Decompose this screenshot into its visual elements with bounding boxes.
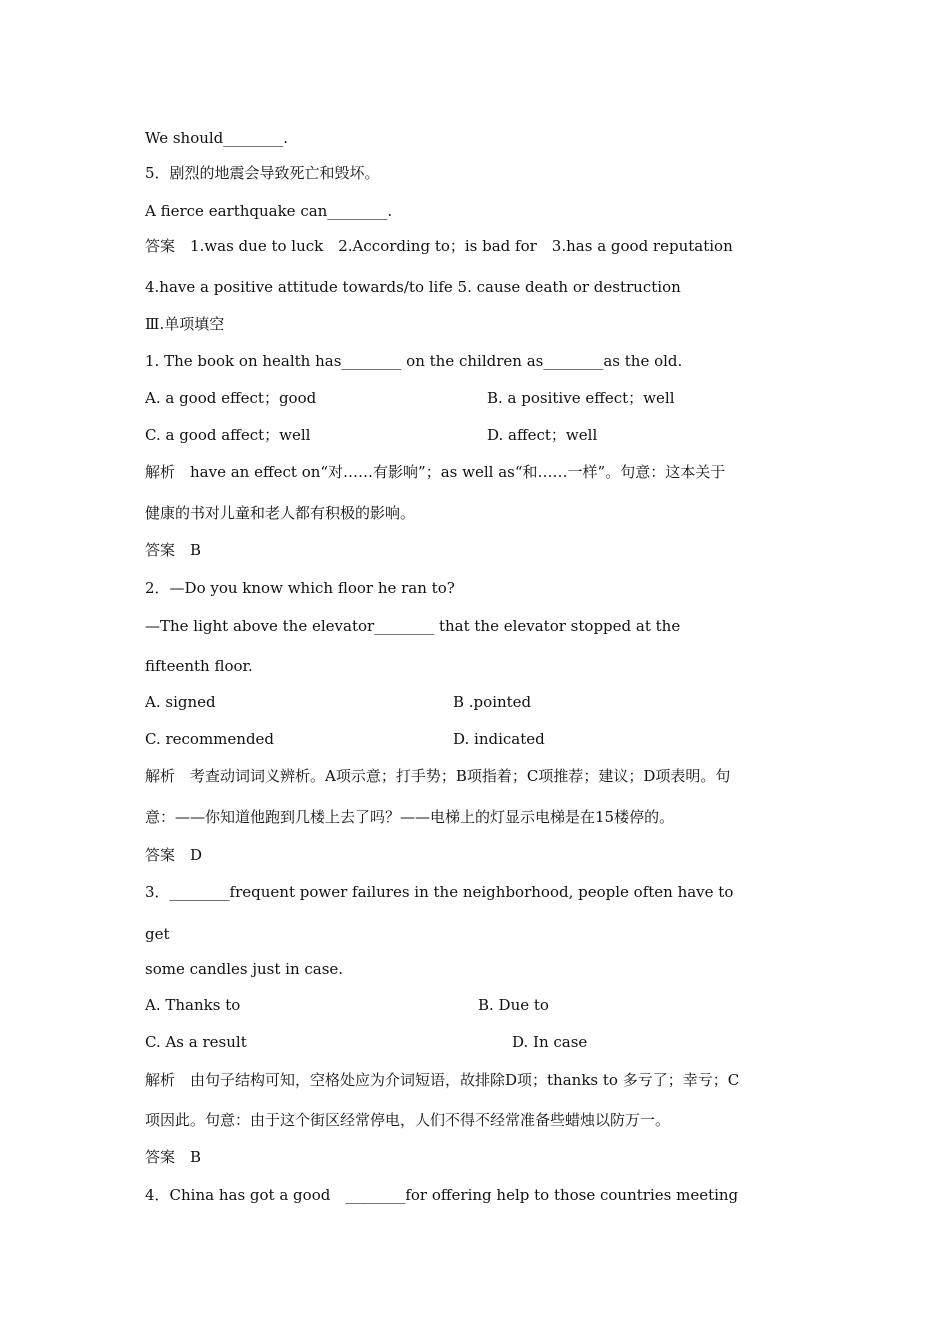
analysis-line: 健康的书对儿童和老人都有积极的影响。	[145, 504, 416, 522]
q1-option-a: A. a good effect；good	[145, 389, 317, 407]
q2-option-b: B .pointed	[453, 693, 532, 711]
q2-option-a: A. signed	[145, 693, 216, 711]
q2-option-c: C. recommended	[145, 730, 275, 748]
q3-option-c: C. As a result	[145, 1033, 247, 1051]
q2-option-d: D. indicated	[453, 730, 545, 748]
answer-line: 答案 B	[145, 541, 202, 559]
question-2-line: fifteenth floor.	[145, 657, 253, 675]
question-2: 2．—Do you know which floor he ran to?	[145, 579, 455, 597]
q3-option-a: A. Thanks to	[145, 996, 241, 1014]
answer-line: 答案 1.was due to luck 2.According to；is bad for 3.has a good reputation	[145, 237, 733, 255]
question-3-line: get	[145, 925, 170, 943]
question-3-line: some candles just in case.	[145, 960, 344, 978]
analysis-line: 意：——你知道他跑到几楼上去了吗？——电梯上的灯显示电梯是在15楼停的。	[145, 808, 675, 826]
q1-option-b: B. a positive effect；well	[487, 389, 675, 407]
translation-prompt: 5．剧烈的地震会导致死亡和毁坏。	[145, 164, 380, 182]
answer-line: 答案 D	[145, 846, 203, 864]
question-2-line: —The light above the elevator________ that the elevator stopped at the	[145, 617, 681, 635]
q3-option-b: B. Due to	[478, 996, 549, 1014]
analysis-line: 解析 have an effect on“对……有影响”；as well as“和……一样”。句意：这本关于	[145, 463, 726, 481]
section-heading: Ⅲ.单项填空	[145, 315, 225, 333]
question-4: 4．China has got a good ________for offering help to those countries meeting	[145, 1186, 739, 1204]
analysis-line: 项因此。句意：由于这个街区经常停电，人们不得不经常准备些蜡烛以防万一。	[145, 1111, 671, 1129]
q1-option-d: D. affect；well	[487, 426, 598, 444]
q3-option-d: D. In case	[512, 1033, 588, 1051]
text-line: We should________.	[145, 129, 289, 147]
q1-option-c: C. a good affect；well	[145, 426, 311, 444]
answer-line: 答案 B	[145, 1148, 202, 1166]
answer-line: 4.have a positive attitude towards/to life 5. cause death or destruction	[145, 278, 681, 296]
analysis-line: 解析 由句子结构可知，空格处应为介词短语，故排除D项；thanks to 多亏了；幸亏；C	[145, 1071, 740, 1089]
question-1: 1. The book on health has________ on the children as________as the old.	[145, 352, 683, 370]
text-line: A fierce earthquake can________.	[145, 202, 393, 220]
question-3: 3．________frequent power failures in the neighborhood, people often have to	[145, 883, 734, 901]
analysis-line: 解析 考查动词词义辨析。A项示意；打手势；B项指着；C项推荐；建议；D项表明。句	[145, 767, 731, 785]
